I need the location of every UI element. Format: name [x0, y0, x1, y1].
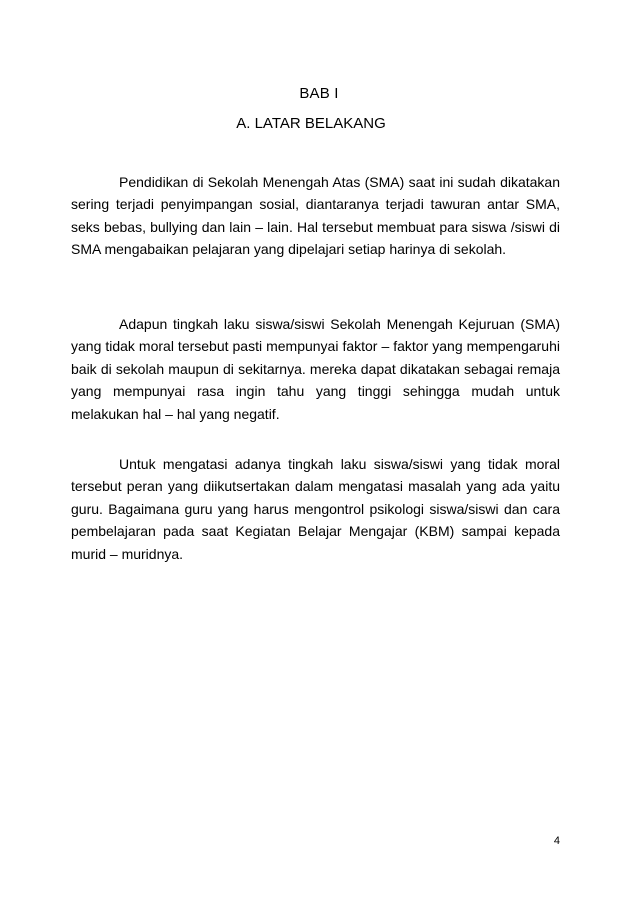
- section-title-wrapper: [0, 114, 638, 134]
- section-title: A. LATAR BELAKANG: [236, 115, 386, 132]
- chapter-title: BAB I: [299, 85, 339, 102]
- paragraph-3: Untuk mengatasi adanya tingkah laku siswa/siswi yang tidak moral tersebut peran yang diikutsertakan dalam mengatasi masalah yang ada yaitu guru. Bagaimana guru yang harus mengontrol psikologi siswa/siswi dan cara pembelajaran pada saat Kegiatan Belajar Mengajar (KBM) sampai kepada murid – muridnya.: [71, 456, 560, 562]
- paragraph-1: Pendidikan di Sekolah Menengah Atas (SMA) saat ini sudah dikatakan sering terjadi penyimpangan sosial, diantaranya terjadi tawuran antar SMA, seks bebas, bullying dan lain – lain. Hal tersebut membuat para siswa /siswi di SMA mengabaikan pelajaran yang dipelajari setiap harinya di sekolah.: [71, 174, 560, 258]
- paragraph-2: Adapun tingkah laku siswa/siswi Sekolah Menengah Kejuruan (SMA) yang tidak moral tersebut pasti mempunyai faktor – faktor yang mempengaruhi baik di sekolah maupun di sekitarnya. mereka dapat dikatakan sebagai remaja yang mempunyai rasa ingin tahu yang tinggi sehingga mudah untuk melakukan hal – hal yang negatif.: [71, 316, 560, 422]
- page-number: 4: [553, 835, 560, 847]
